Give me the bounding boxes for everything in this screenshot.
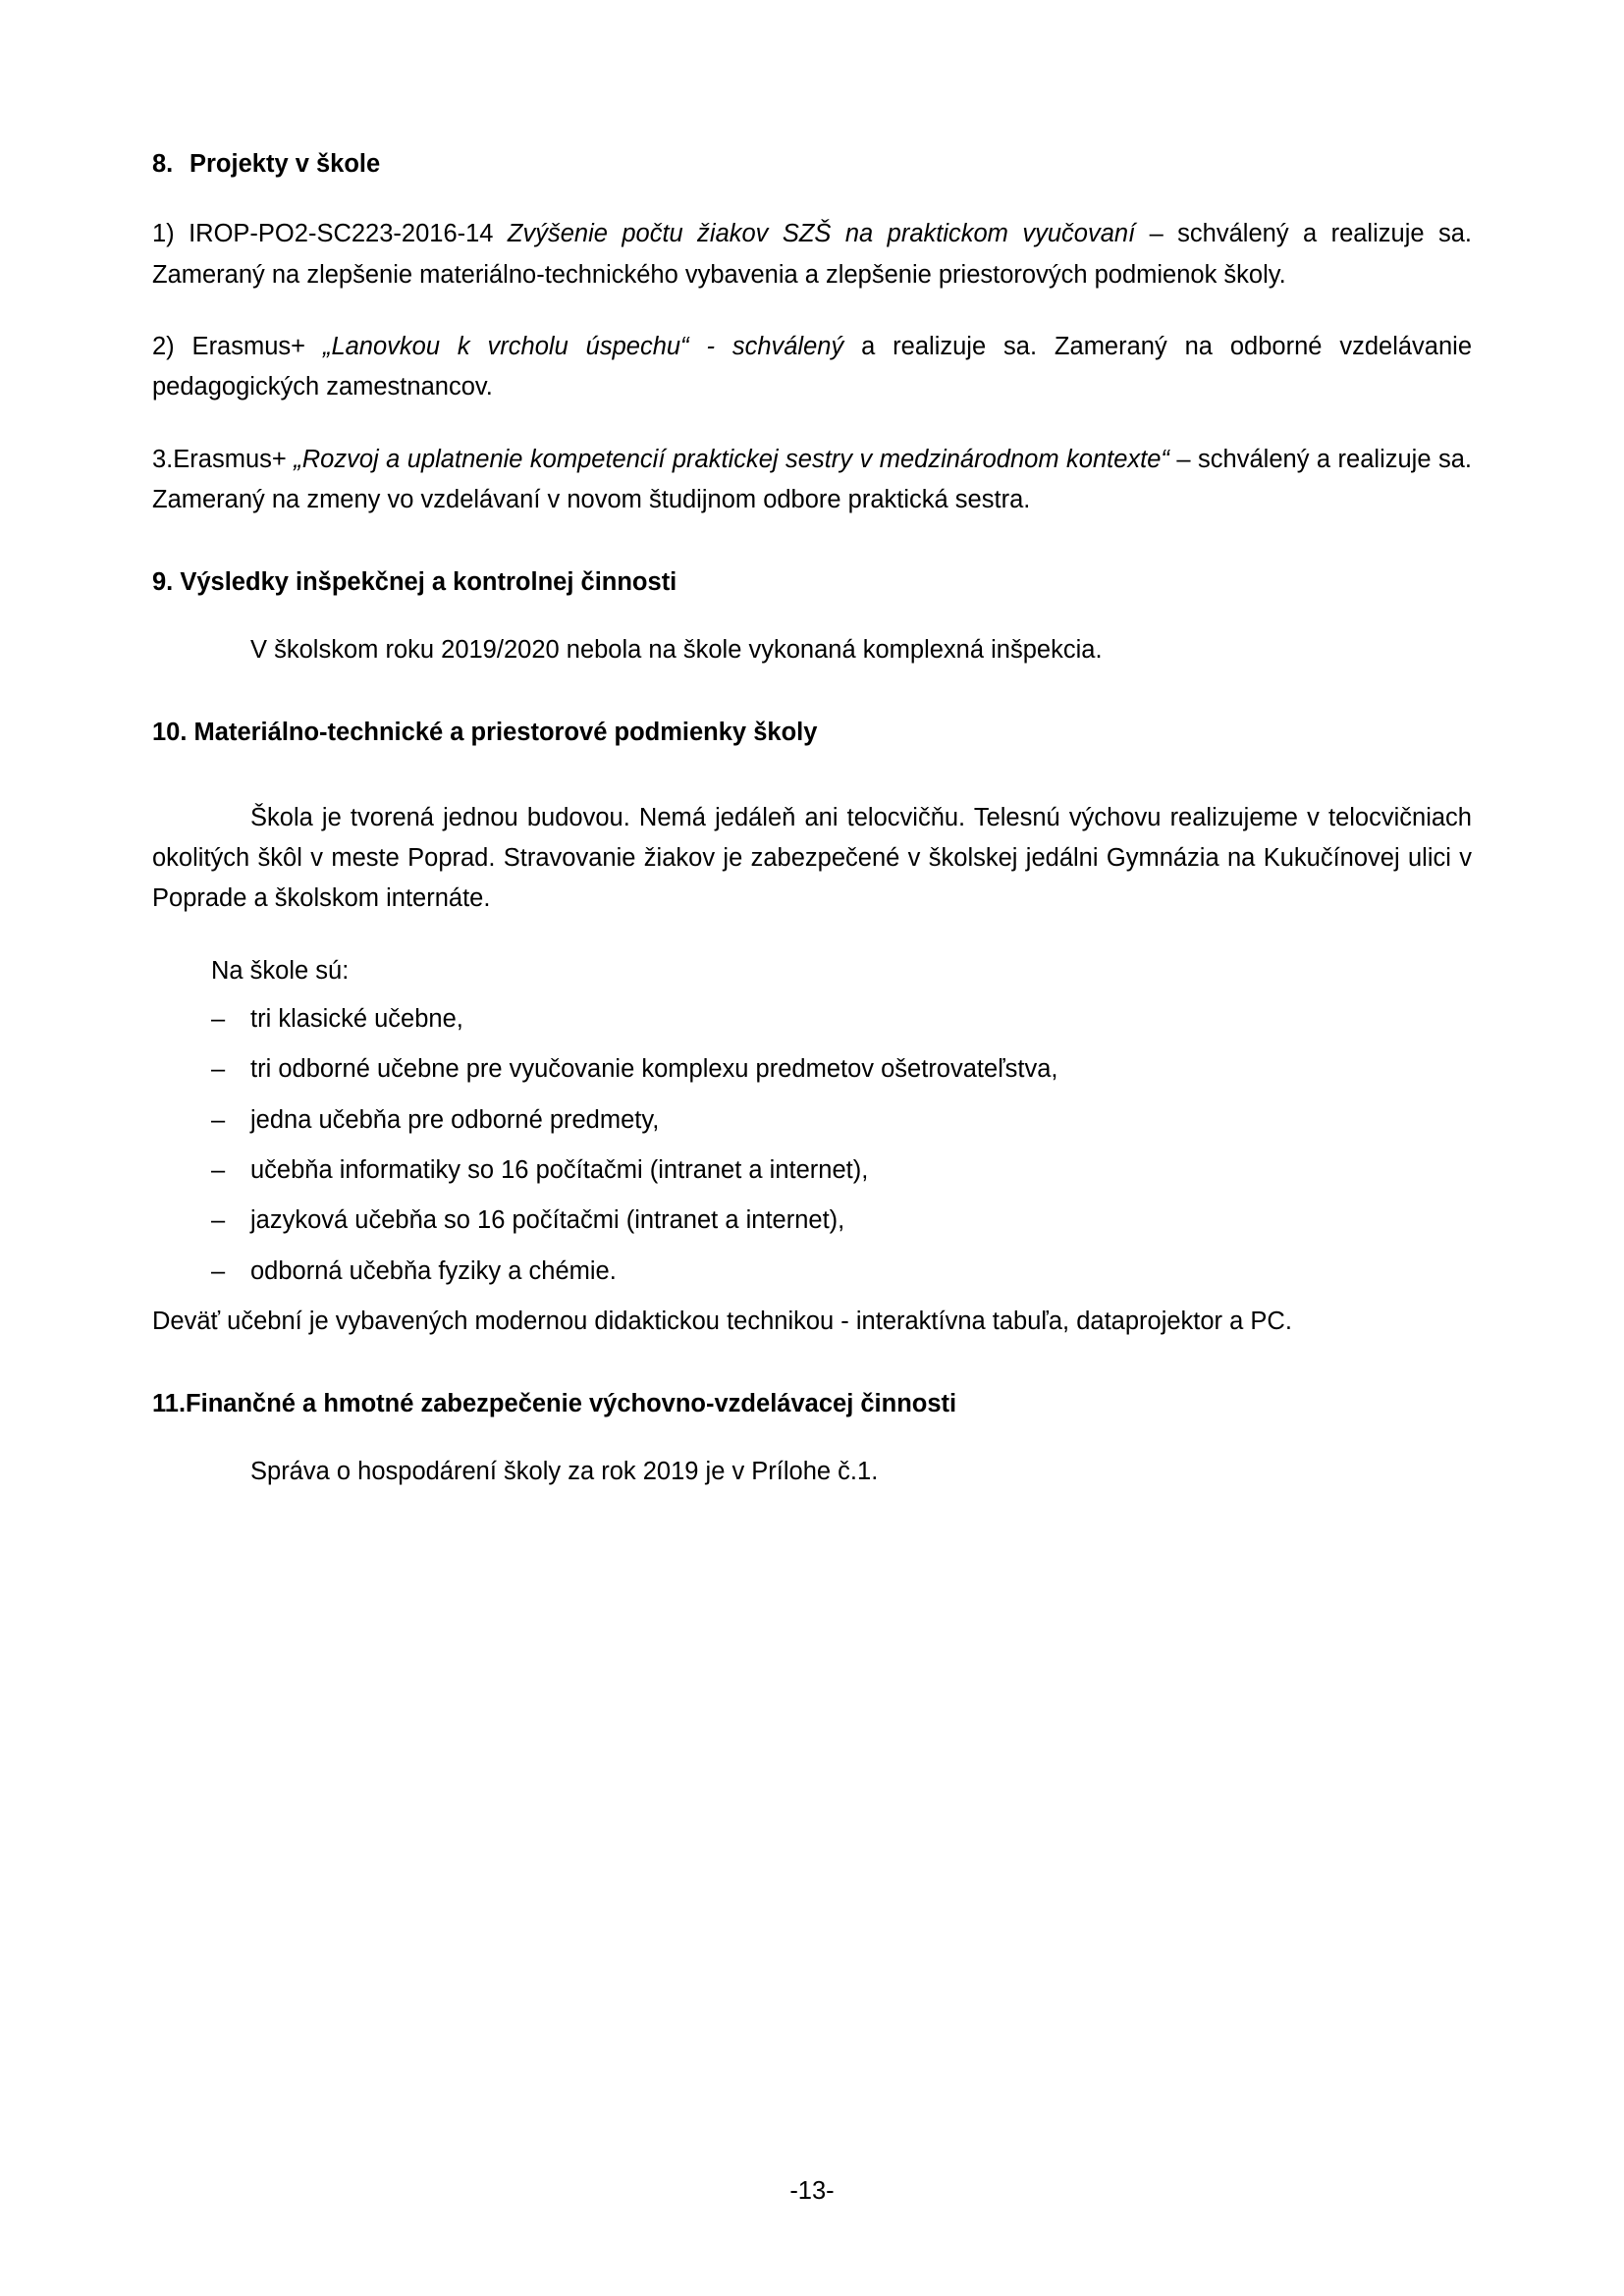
section-9-paragraph: V školskom roku 2019/2020 nebola na škole vykonaná komplexná inšpekcia. <box>250 635 1103 664</box>
list-item-label: tri odborné učebne pre vyučovanie komplexu predmetov ošetrovateľstva, <box>250 1055 1058 1084</box>
list-item-label: učebňa informatiky so 16 počítačmi (intranet a internet), <box>250 1155 869 1184</box>
dash-bullet-icon: – <box>211 1256 226 1285</box>
list-item-label: jedna učebňa pre odborné predmety, <box>250 1105 660 1134</box>
section-8-heading <box>152 147 1472 181</box>
section-10-paragraph-3: Deväť učební je vybavených modernou didaktickou technikou - interaktívna tabuľa, dataprojektor a PC. <box>152 1307 1292 1335</box>
dash-bullet-icon: – <box>211 1155 226 1184</box>
project-item-3-prefix: 3.Erasmus+ <box>152 445 295 473</box>
list-item-label: tri klasické učebne, <box>250 1005 463 1034</box>
section-8-title: Projekty v škole <box>189 150 381 178</box>
list-item <box>152 1252 1472 1292</box>
list-item-label: odborná učebňa fyziky a chémie. <box>250 1256 617 1285</box>
list-item <box>152 1201 1472 1241</box>
section-10-paragraph-2: Na škole sú: <box>211 956 350 985</box>
section-9-heading: 9. Výsledky inšpekčnej a kontrolnej činnosti <box>152 568 677 597</box>
section-11-paragraph: Správa o hospodárení školy za rok 2019 je v Prílohe č.1. <box>250 1457 879 1485</box>
dash-bullet-icon: – <box>211 1005 226 1034</box>
section-10-paragraph-1: Škola je tvorená jednou budovou. Nemá jedáleň ani telocvičňu. Telesnú výchovu realizujeme v telocvičniach okolitých škôl v meste Poprad. Stravovanie žiakov je zabezpečené v školskej jedálni Gymnázia na Kukučínovej ulici v Poprade a školskom internáte. <box>152 803 1472 913</box>
dash-bullet-icon: – <box>211 1206 226 1235</box>
project-item-2-suffix: a realizuje sa. Zameraný na odborné vzdelávanie pedagogických zamestnancov. <box>152 333 1472 401</box>
section-8-number: 8. <box>152 150 174 178</box>
project-item-1-prefix: 1) IROP-PO2-SC223-2016-14 <box>152 220 508 248</box>
list-item <box>152 1100 1472 1141</box>
project-item-3 <box>152 440 1472 521</box>
project-item-3-emphasis: „Rozvoj a uplatnenie kompetencií praktickej sestry v medzinárodnom kontexte“ <box>294 445 1169 473</box>
project-item-1-emphasis: Zvýšenie počtu žiakov SZŠ na praktickom vyučovaní <box>507 220 1136 248</box>
dash-bullet-icon: – <box>211 1055 226 1084</box>
list-item-label: jazyková učebňa so 16 počítačmi (intranet a internet), <box>250 1206 845 1235</box>
project-item-2-emphasis: „Lanovkou k vrcholu úspechu“ - schválený <box>322 333 844 361</box>
project-item-3-suffix: – schválený a realizuje sa. Zameraný na zmeny vo vzdelávaní v novom študijnom odbore praktická sestra. <box>152 445 1472 513</box>
section-10-heading: 10. Materiálno-technické a priestorové podmienky školy <box>152 719 818 747</box>
project-item-1-suffix: – schválený a realizuje sa. Zameraný na zlepšenie materiálno-technického vybavenia a zlepšenie priestorových podmienok školy. <box>152 220 1472 289</box>
list-item <box>152 1049 1472 1090</box>
project-item-2-prefix: 2) Erasmus+ <box>152 333 323 361</box>
dash-bullet-icon: – <box>211 1105 226 1134</box>
project-item-1 <box>152 214 1472 295</box>
facilities-list <box>152 999 1472 1292</box>
list-item <box>152 999 1472 1040</box>
project-item-2 <box>152 327 1472 408</box>
section-11-heading: 11.Finančné a hmotné zabezpečenie výchovno-vzdelávacej činnosti <box>152 1390 957 1418</box>
spacer <box>152 780 1472 798</box>
list-item <box>152 1150 1472 1191</box>
page-footer: -13- <box>789 2177 835 2205</box>
